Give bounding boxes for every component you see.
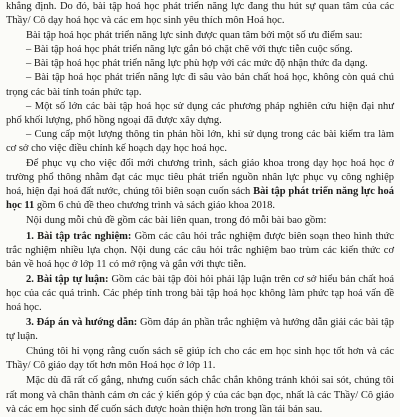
paragraph-content: Nội dung mỗi chủ đề gồm các bài liên quan, trong đó mỗi bài bao gồm: xyxy=(26,215,327,227)
item-multiple-choice xyxy=(6,230,394,272)
paragraph-thanks: Mặc dù đã rất cố gắng, nhưng cuốn sách chắc chắn không tránh khỏi sai sót, chúng tôi rất mong và chân thành cảm ơn các ý kiến góp ý của các bạn đọc, nhất là các Thầy/ Cô giáo và các em học sinh để cuốn sách được hoàn thiện hơn trong lần tái bản sau. xyxy=(6,375,394,415)
paragraph-hope: Chúng tôi hi vọng rằng cuốn sách sẽ giúp ích cho các em học sinh học tốt hơn và các Thầy/ Cô giáo dạy tốt hơn môn Hoá học ở lớp 11. xyxy=(6,346,394,372)
book-purpose-text: Để phục vụ cho việc đổi mới chương trình, sách giáo khoa trong dạy học hoá học ở trường phổ thông nhằm đạt các mục tiêu phát triển nguồn nhân lực phục vụ công nghiệp hoá, hiện đại hoá đất nước, chúng tôi biên soạn cuốn sách xyxy=(6,158,394,198)
item-label: 1. Bài tập trắc nghiệm: xyxy=(26,230,132,242)
paragraph-book-purpose xyxy=(6,157,394,213)
bullet-item: – Cung cấp một lượng thông tin phản hồi lớn, khi sử dụng trong các bài kiểm tra làm cơ sở cho việc điều chỉnh kế hoạch dạy học hoá học. xyxy=(6,128,394,154)
book-purpose-tail: gồm 6 chủ đề theo chương trình và sách giáo khoa 2018. xyxy=(34,200,276,212)
item-text: Gồm đáp án phần trắc nghiệm và hướng dẫn giải các bài tập tự luận. xyxy=(6,317,395,343)
bullet-item: – Bài tập hoá học phát triển năng lực gắn bó chặt chẽ với thực tiễn cuộc sống. xyxy=(26,44,353,56)
bullet-item: – Bài tập hoá học phát triển năng lực phù hợp với các mức độ nhận thức đa dạng. xyxy=(26,58,368,70)
item-essay xyxy=(6,273,394,315)
bullet-item: – Một số lớn các bài tập hoá học sử dụng các phương pháp nghiên cứu hiện đại như phổ khối lượng, phổ hồng ngoại đã được xây dựng. xyxy=(6,100,394,126)
book-title: Bài tập phát triển năng lực hoá học 11 xyxy=(6,186,394,212)
item-answers xyxy=(6,316,394,344)
bullet-item: – Bài tập hoá học phát triển năng lực đi sâu vào bản chất hoá học, không còn quá chú trọng các bài tính toán phức tạp. xyxy=(6,72,394,98)
item-label: 3. Đáp án và hướng dẫn: xyxy=(26,317,138,329)
item-text: Gồm các câu hỏi trắc nghiệm được biên soạn theo hình thức trắc nghiệm nhiều lựa chọn. Nội dung các câu hỏi trắc nghiệm bao trùm các kiến thức cơ bản về hoá học ở lớp 11 có mở rộng và gắn với thực tiễn. xyxy=(6,230,394,270)
item-label: 2. Bài tập tự luận: xyxy=(26,273,109,285)
item-text: Gồm các bài tập đòi hỏi phải lập luận trên cơ sở hiểu bản chất hoá học của các quá trình. Các phép tính trong bài tập hoá học không làm phức tạp hoá vấn đề hoá học. xyxy=(6,273,394,313)
paragraph-advantages: Bài tập hoá học phát triển năng lực sinh được quan tâm bởi một số ưu điểm sau: xyxy=(26,30,363,42)
paragraph-intro: khẳng định. Do đó, bài tập hoá học phát triển năng lực đang thu hút sự quan tâm của các Thầy/ Cô dạy hoá học và các em học sinh yêu thích môn Hoá học. xyxy=(6,1,394,27)
